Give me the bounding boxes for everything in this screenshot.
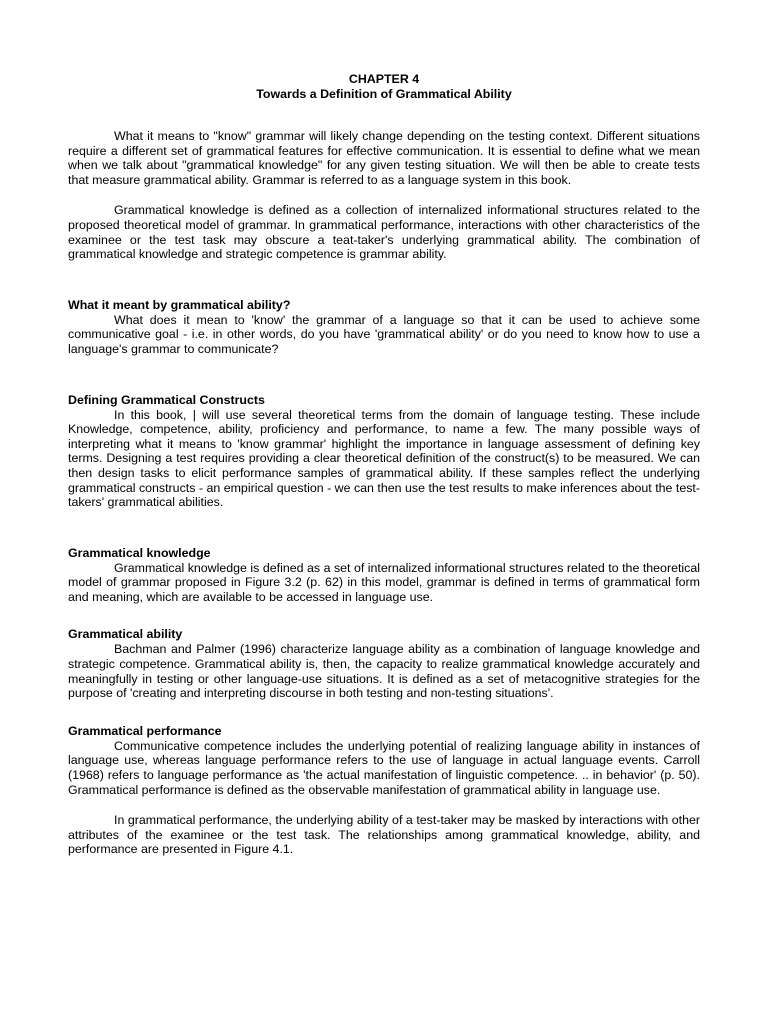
section-performance-paragraph-2: In grammatical performance, the underlying ability of a test-taker may be masked by interactions with other attributes of the examinee or the test task. The relationships among grammatical knowledge, ability, and performance are presented in Figure 4.1.: [68, 813, 700, 857]
intro-paragraph-2: Grammatical knowledge is defined as a collection of internalized informational structures related to the proposed theoretical model of grammar. In grammatical performance, interactions with other characteristics of the examinee or the test task may obscure a teat-taker's underlying grammatical ability. The combination of grammatical knowledge and strategic competence is grammar ability.: [68, 203, 700, 262]
document-page: [68, 72, 700, 857]
section-knowledge-paragraph: Grammatical knowledge is defined as a set of internalized informational structures related to the theoretical model of grammar proposed in Figure 3.2 (p. 62) in this model, grammar is defined in terms of grammatical form and meaning, which are available to be accessed in language use.: [68, 560, 700, 604]
intro-paragraph-1: What it means to "know" grammar will likely change depending on the testing context. Different situations require a different set of grammatical features for effective communication. It is essential to define what we mean when we talk about "grammatical knowledge" for any given testing situation. We will then be able to create tests that measure grammatical ability. Grammar is referred to as a language system in this book.: [68, 129, 700, 187]
section-performance-paragraph-1: Communicative competence includes the underlying potential of realizing language ability in instances of language use, whereas language performance refers to the use of language in actual language events. Carroll (1968) refers to language performance as 'the actual manifestation of linguistic competence. .. in behavior' (p. 50). Grammatical performance is defined as the observable manifestation of grammatical ability in language use.: [68, 738, 700, 797]
section-constructs-paragraph: In this book, | will use several theoretical terms from the domain of language testing. These include Knowledge, competence, ability, proficiency and performance, to name a few. The many possible ways of interpreting what it means to 'know grammar' highlight the importance in language assessment of defining key terms. Designing a test requires providing a clear theoretical definition of the construct(s) to be measured. We can then design tasks to elicit performance samples of grammatical ability. If these samples reflect the underlying grammatical constructs - an empirical question - we can then use the test results to make inferences about the test-takers' grammatical abilities.: [68, 407, 700, 510]
section-heading-meant: What it meant by grammatical ability?: [68, 297, 291, 312]
section-heading-performance: Grammatical performance: [68, 723, 222, 738]
chapter-number: CHAPTER 4: [348, 72, 420, 86]
section-heading-knowledge: Grammatical knowledge: [68, 545, 211, 560]
section-heading-constructs: Defining Grammatical Constructs: [68, 392, 265, 407]
chapter-header: [68, 72, 700, 102]
chapter-title: Towards a Definition of Grammatical Ability: [256, 87, 512, 101]
section-meant-paragraph: What does it mean to 'know' the grammar of a language so that it can be used to achieve some communicative goal - i.e. in other words, do you have 'grammatical ability' or do you need to know how to use a language's grammar to communicate?: [68, 312, 700, 356]
section-ability-paragraph: Bachman and Palmer (1996) characterize language ability as a combination of language knowledge and strategic competence. Grammatical ability is, then, the capacity to realize grammatical knowledge accurately and meaningfully in testing or other language-use situations. It is defined as a set of metacognitive strategies for the purpose of 'creating and interpreting discourse in both testing and non-testing situations'.: [68, 642, 700, 701]
section-heading-ability: Grammatical ability: [68, 627, 183, 642]
